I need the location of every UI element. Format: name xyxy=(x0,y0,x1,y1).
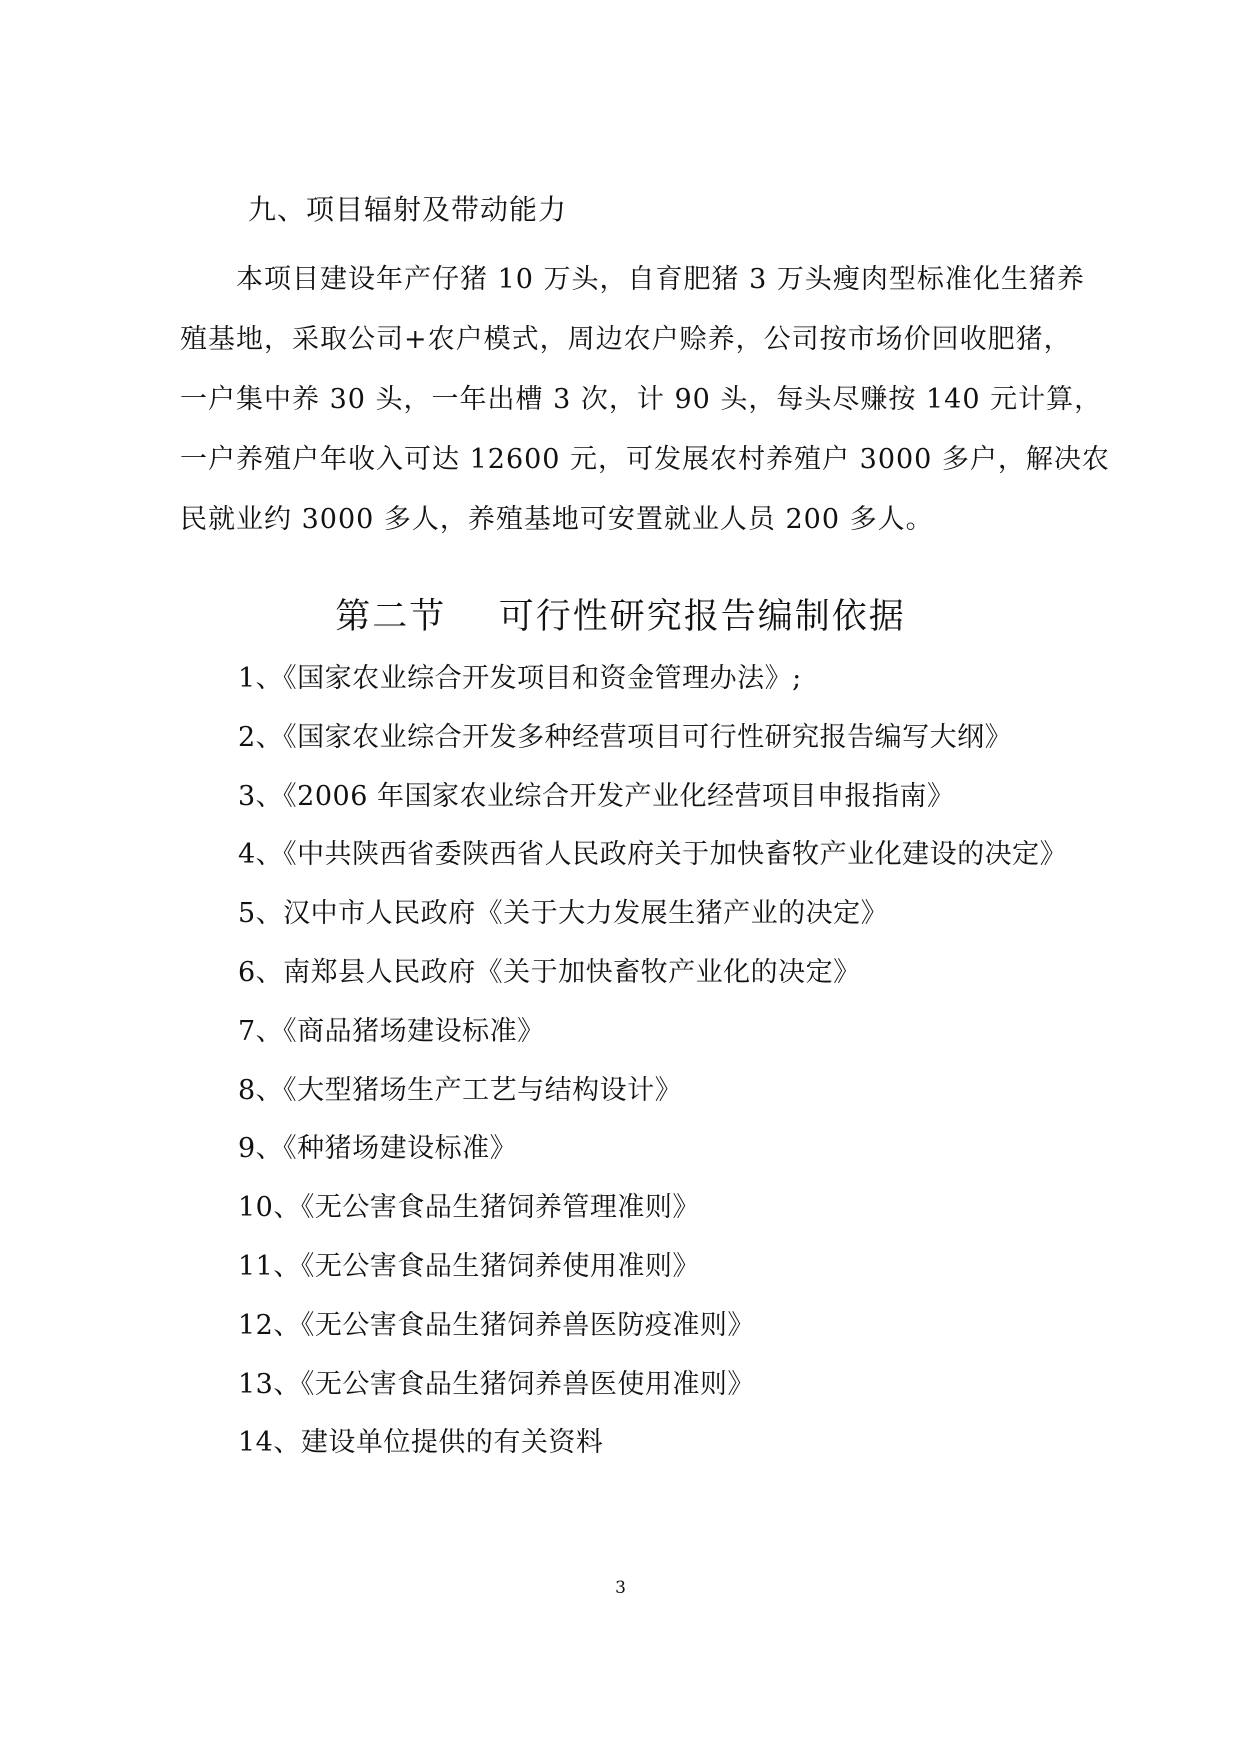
reference-item: 4、《中共陕西省委陕西省人民政府关于加快畜牧产业化建设的决定》 xyxy=(238,839,1068,871)
reference-item: 1、《国家农业综合开发项目和资金管理办法》; xyxy=(238,663,802,694)
reference-item: 3、《2006 年国家农业综合开发产业化经营项目申报指南》 xyxy=(238,780,955,812)
reference-item: 14、建设单位提供的有关资料 xyxy=(238,1427,604,1459)
subsection-heading: 九、项目辐射及带动能力 xyxy=(248,193,568,226)
reference-item: 9、《种猪场建设标准》 xyxy=(238,1133,518,1165)
paragraph-line: 本项目建设年产仔猪 10 万头，自育肥猪 3 万头瘦肉型标准化生猪养 xyxy=(236,264,1085,295)
reference-item: 12、《无公害食品生猪饲养兽医防疫准则》 xyxy=(238,1309,755,1341)
paragraph-line: 一户集中养 30 头，一年出槽 3 次，计 90 头，每头尽赚按 140 元计算， xyxy=(180,384,1103,415)
body-paragraph xyxy=(180,250,1110,550)
reference-item: 10、《无公害食品生猪饲养管理准则》 xyxy=(238,1192,700,1224)
reference-list xyxy=(238,650,1067,1473)
paragraph-line: 民就业约 3000 多人，养殖基地可安置就业人员 200 多人。 xyxy=(180,504,934,535)
reference-item: 7、《商品猪场建设标准》 xyxy=(238,1015,545,1047)
page-number: 3 xyxy=(615,1578,626,1598)
reference-item: 11、《无公害食品生猪饲养使用准则》 xyxy=(238,1250,700,1282)
section-title: 第二节 可行性研究报告编制依据 xyxy=(335,597,906,637)
paragraph-line: 一户养殖户年收入可达 12600 元，可发展农村养殖户 3000 多户，解决农 xyxy=(180,444,1110,475)
reference-item: 2、《国家农业综合开发多种经营项目可行性研究报告编写大纲》 xyxy=(238,721,1013,753)
paragraph-line: 殖基地，采取公司+农户模式，周边农户赊养，公司按市场价回收肥猪， xyxy=(180,324,1072,355)
reference-item: 8、《大型猪场生产工艺与结构设计》 xyxy=(238,1074,683,1106)
reference-item: 5、汉中市人民政府《关于大力发展生猪产业的决定》 xyxy=(238,898,889,930)
reference-item: 6、南郑县人民政府《关于加快畜牧产业化的决定》 xyxy=(238,956,861,988)
reference-item: 13、《无公害食品生猪饲养兽医使用准则》 xyxy=(238,1368,755,1400)
